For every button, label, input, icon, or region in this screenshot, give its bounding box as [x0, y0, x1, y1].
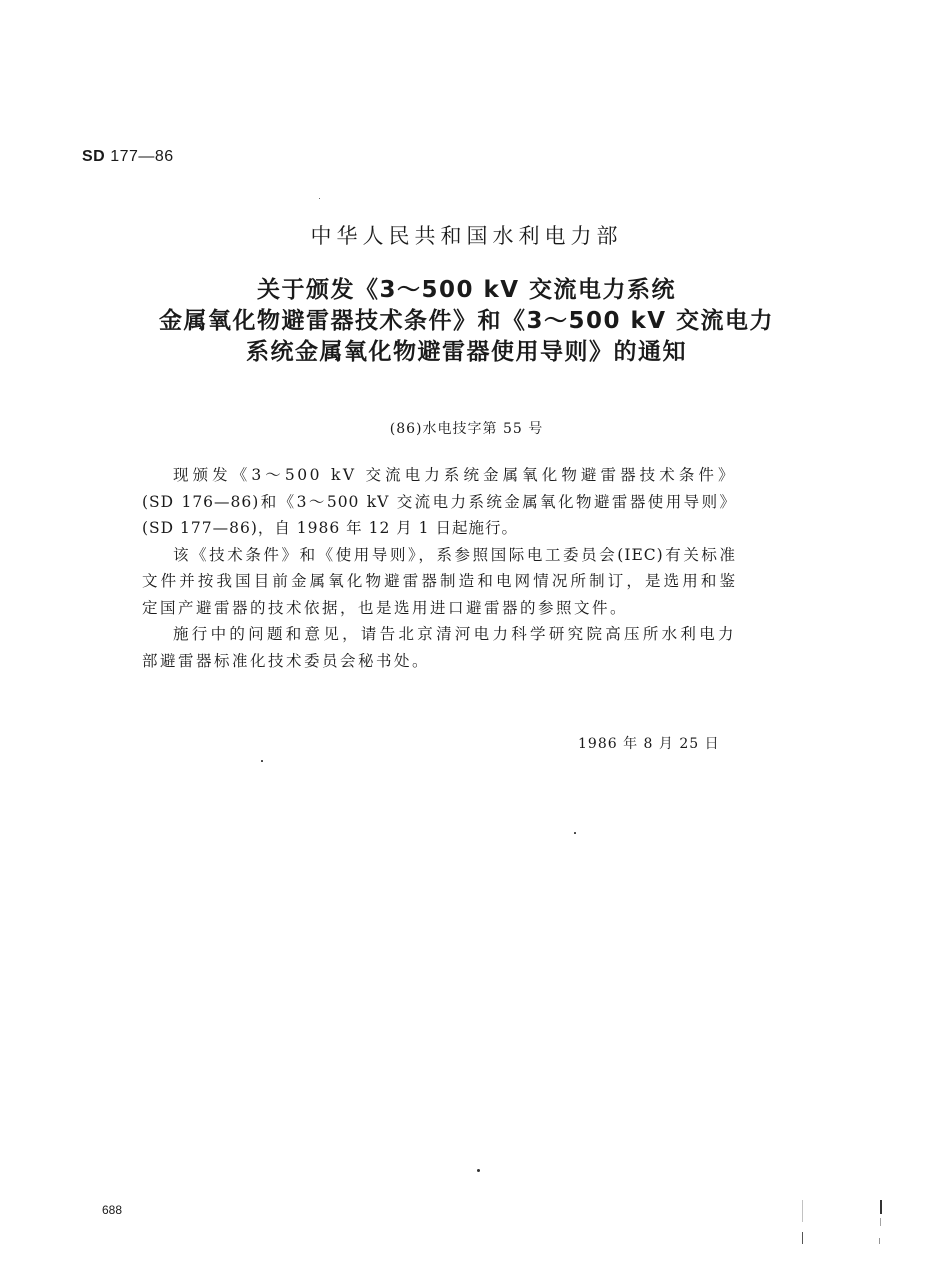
body-paragraph [142, 462, 736, 542]
document-title [0, 275, 933, 368]
paragraph-line: 现颁发《3～500 kV 交流电力系统金属氧化物避雷器技术条件》 [173, 466, 736, 484]
issue-date: 1986 年 8 月 25 日 [578, 736, 720, 752]
scan-edge-mark [802, 1200, 803, 1222]
paragraph-line: 该《技术条件》和《使用导则》，系参照国际电工委员会(IEC)有关标准 [173, 545, 736, 564]
notice-body [142, 462, 736, 674]
standard-code [82, 148, 174, 166]
standard-code-number: 177—86 [110, 148, 174, 165]
title-line: 系统金属氧化物避雷器使用导则》的通知 [246, 339, 687, 365]
body-paragraph [142, 621, 736, 674]
document-number: (86)水电技字第 55 号 [389, 421, 544, 437]
scan-speck [261, 760, 263, 762]
title-line: 关于颁发《3～500 kV 交流电力系统 [256, 277, 677, 303]
paragraph-line: (SD 176—86)和《3～500 kV 交流电力系统金属氧化物避雷器使用导则》 [142, 492, 736, 511]
title-line: 金属氧化物避雷器技术条件》和《3～500 kV 交流电力 [158, 308, 775, 334]
paragraph-line: 施行中的问题和意见，请告北京清河电力科学研究院高压所水利电力 [173, 625, 736, 643]
scan-speck [477, 1169, 480, 1172]
body-paragraph [142, 542, 736, 622]
paragraph-line: (SD 177—86)，自 1986 年 12 月 1 日起施行。 [142, 519, 518, 537]
scan-edge-mark [879, 1238, 880, 1244]
paragraph-line: 部避雷器标准化技术委员会秘书处。 [142, 651, 431, 670]
page-number: 688 [102, 1203, 123, 1217]
scan-edge-mark [880, 1200, 882, 1214]
scan-speck [319, 198, 320, 199]
issuing-ministry: 中华人民共和国水利电力部 [310, 224, 623, 248]
scan-edge-mark [880, 1218, 881, 1226]
scan-edge-mark [802, 1232, 803, 1244]
scan-speck [574, 832, 576, 834]
standard-code-prefix: SD [82, 148, 106, 165]
paragraph-line: 文件并按我国目前金属氧化物避雷器制造和电网情况所制订，是选用和鉴 [142, 572, 736, 590]
paragraph-line: 定国产避雷器的技术依据，也是选用进口避雷器的参照文件。 [142, 598, 629, 617]
